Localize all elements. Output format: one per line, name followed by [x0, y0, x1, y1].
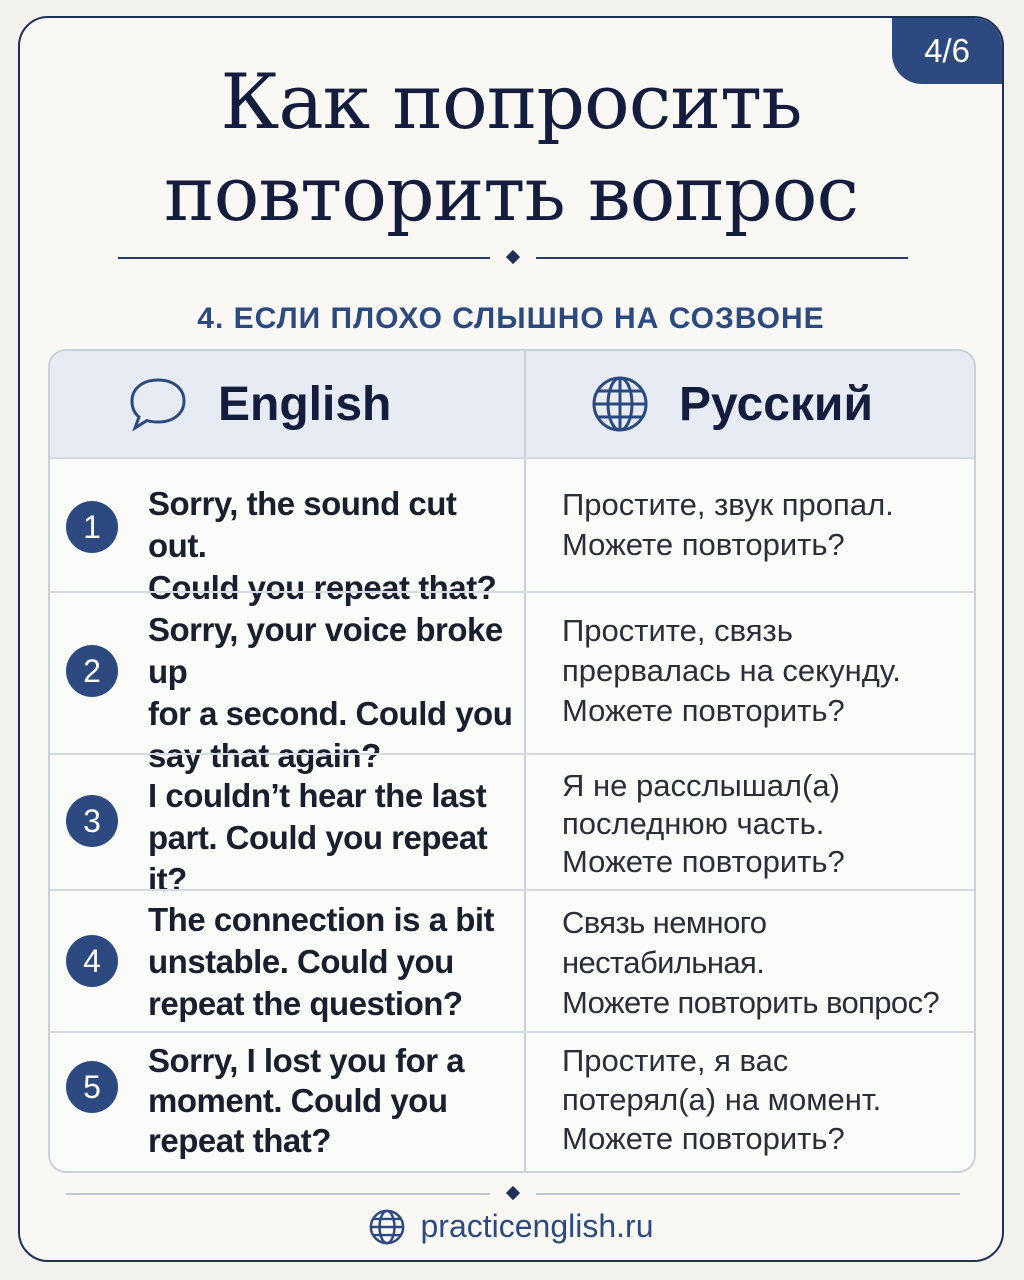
- english-phrase: The connection is a bit unstable. Could you repeat the question?: [148, 901, 495, 1022]
- title-divider: [118, 250, 908, 266]
- header-russian: [591, 351, 873, 457]
- russian-translation: Простите, связь прервалась на секунду. Можете повторить?: [562, 613, 901, 728]
- table-row: [50, 457, 974, 606]
- speech-bubble-icon: [128, 376, 188, 432]
- russian-translation: Простите, звук пропал. Можете повторить?: [562, 487, 894, 562]
- header-english: [128, 351, 391, 457]
- footer-website[interactable]: [20, 1208, 1002, 1245]
- row-number-badge: 4: [66, 935, 118, 987]
- footer-site-label[interactable]: practicenglish.ru: [420, 1208, 654, 1244]
- english-phrase: Sorry, the sound cut out. Could you repeat that?: [148, 485, 497, 606]
- page-title: [20, 56, 1002, 240]
- row-number-badge: 2: [66, 645, 118, 697]
- table-header: [50, 351, 974, 459]
- diamond-ornament-icon: [506, 1186, 520, 1200]
- english-phrase: I couldn’t hear the last part. Could you repeat it?: [148, 777, 488, 898]
- table-row: [50, 591, 974, 774]
- phrase-table: [48, 349, 976, 1173]
- english-phrase: Sorry, I lost you for a moment. Could you repeat that?: [148, 1042, 465, 1159]
- section-subtitle: 4. ЕСЛИ ПЛОХО СЛЫШНО НА СОЗВОНЕ: [197, 302, 825, 335]
- russian-translation: Простите, я вас потерял(а) на момент. Можете повторить?: [562, 1043, 882, 1156]
- header-english-label: English: [218, 377, 392, 431]
- table-row: [50, 1031, 974, 1173]
- header-russian-label: Русский: [679, 377, 873, 431]
- title-line-1: Как попросить: [220, 57, 802, 146]
- row-number-badge: 1: [66, 501, 118, 553]
- page-badge: 4/6: [892, 18, 1002, 84]
- russian-translation: Я не расслышал(а) последнюю часть. Можете повторить?: [562, 768, 845, 879]
- row-number-badge: 3: [66, 795, 118, 847]
- globe-icon: [591, 375, 649, 433]
- table-row: [50, 753, 974, 898]
- english-phrase: Sorry, your voice broke up for a second. Could you say that again?: [148, 611, 513, 774]
- slide-card: [18, 16, 1004, 1262]
- globe-icon: [369, 1209, 405, 1245]
- diamond-ornament-icon: [506, 250, 520, 264]
- title-line-2: повторить вопрос: [163, 149, 859, 238]
- row-number-badge: 5: [66, 1061, 118, 1113]
- table-row: [50, 889, 974, 1033]
- footer-divider: [66, 1186, 960, 1202]
- russian-translation: Связь немного нестабильная. Можете повторить вопрос?: [562, 905, 940, 1020]
